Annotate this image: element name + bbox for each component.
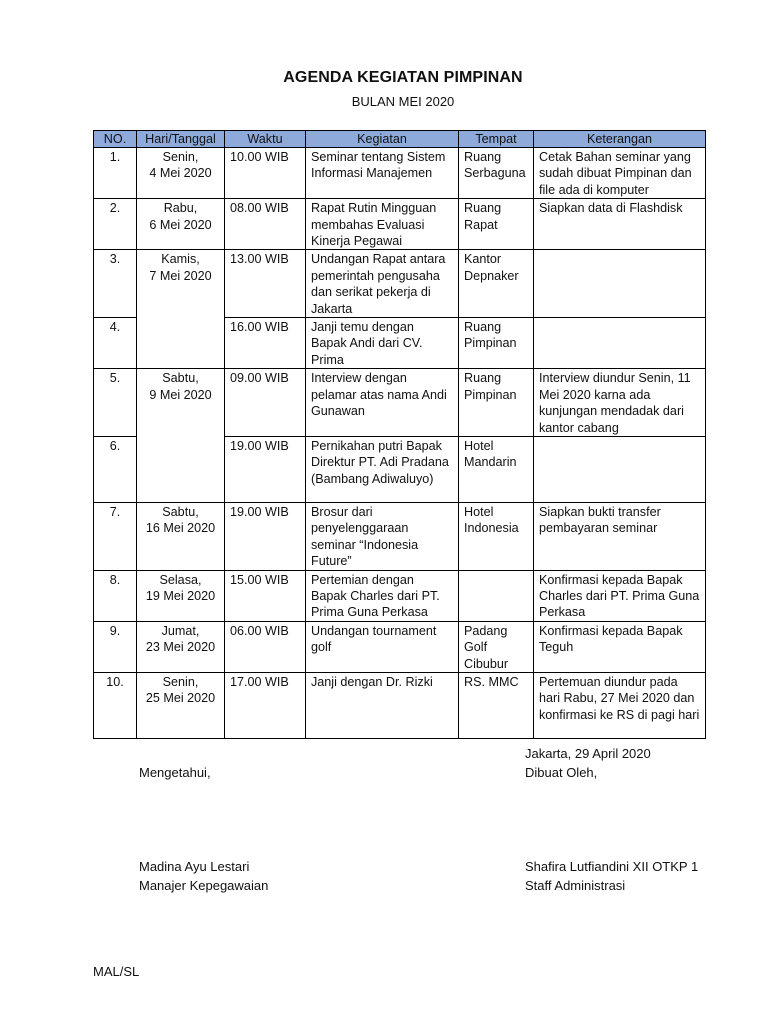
cell-no: 10. [94, 672, 137, 738]
cell-time: 06.00 WIB [225, 621, 306, 672]
cell-date: 23 Mei 2020 [145, 640, 216, 655]
document-subtitle: BULAN MEI 2020 [351, 94, 455, 109]
cell-note: Pertemuan diundur pada hari Rabu, 27 Mei 2020 dan konfirmasi ke RS di pagi hari [534, 672, 706, 738]
cell-place: Hotel Mandarin [459, 436, 534, 502]
cell-time: 15.00 WIB [225, 570, 306, 621]
document-title: AGENDA KEGIATAN PIMPINAN [283, 69, 523, 86]
cell-weekday: Jumat, [161, 623, 200, 638]
cell-note: Cetak Bahan seminar yang sudah dibuat Pimpinan dan file ada di komputer [534, 148, 706, 199]
cell-day [137, 672, 225, 738]
cell-time: 09.00 WIB [225, 369, 306, 437]
cell-place: Hotel Indonesia [459, 502, 534, 570]
column-header-place: Tempat [459, 131, 534, 148]
cell-place: Kantor Depnaker [459, 250, 534, 318]
column-header-day: Hari/Tanggal [137, 131, 225, 148]
cell-weekday: Sabtu, [162, 371, 199, 386]
cell-note [534, 436, 706, 502]
cell-no: 4. [94, 318, 137, 369]
cell-activity: Rapat Rutin Mingguan membahas Evaluasi Kinerja Pegawai [306, 199, 459, 250]
cell-place [459, 570, 534, 621]
cell-day [137, 369, 225, 503]
cell-activity: Pertemian dengan Bapak Charles dari PT. Prima Guna Perkasa [306, 570, 459, 621]
cell-activity: Undangan tournament golf [306, 621, 459, 672]
cell-no: 2. [94, 199, 137, 250]
table-row [94, 621, 706, 672]
cell-note: Interview diundur Senin, 11 Mei 2020 karna ada kunjungan mendadak dari kantor cabang [534, 369, 706, 437]
acknowledged-label: Mengetahui, [139, 765, 211, 780]
acknowledger-name: Madina Ayu Lestari [139, 859, 250, 874]
cell-no: 7. [94, 502, 137, 570]
cell-place: Ruang Serbaguna [459, 148, 534, 199]
cell-time: 17.00 WIB [225, 672, 306, 738]
column-header-time: Waktu [225, 131, 306, 148]
cell-weekday: Rabu, [163, 201, 198, 216]
cell-no: 8. [94, 570, 137, 621]
cell-activity: Seminar tentang Sistem Informasi Manajemen [306, 148, 459, 199]
cell-date: 4 Mei 2020 [149, 166, 212, 181]
cell-time: 13.00 WIB [225, 250, 306, 318]
cell-day [137, 148, 225, 199]
cell-date: 6 Mei 2020 [149, 217, 212, 232]
cell-day [137, 570, 225, 621]
table-row [94, 672, 706, 738]
prepared-by-label: Dibuat Oleh, [525, 765, 598, 780]
cell-note: Siapkan bukti transfer pembayaran seminar [534, 502, 706, 570]
preparer-name: Shafira Lutfiandini XII OTKP 1 [525, 859, 699, 874]
table-header-row [94, 131, 706, 148]
cell-day [137, 199, 225, 250]
cell-note [534, 318, 706, 369]
agenda-table [93, 130, 706, 739]
cell-day [137, 621, 225, 672]
preparer-position: Staff Administrasi [525, 878, 626, 893]
cell-place: Padang Golf Cibubur [459, 621, 534, 672]
reference-code: MAL/SL [93, 964, 140, 979]
cell-time: 16.00 WIB [225, 318, 306, 369]
column-header-no: NO. [94, 131, 137, 148]
cell-time: 10.00 WIB [225, 148, 306, 199]
cell-place: RS. MMC [459, 672, 534, 738]
cell-time: 08.00 WIB [225, 199, 306, 250]
cell-weekday: Kamis, [161, 252, 200, 267]
cell-weekday: Senin, [162, 150, 199, 164]
cell-weekday: Selasa, [159, 572, 202, 587]
table-row [94, 199, 706, 250]
cell-date: 7 Mei 2020 [149, 268, 212, 283]
column-header-activity: Kegiatan [306, 131, 459, 148]
cell-no: 5. [94, 369, 137, 437]
cell-weekday: Sabtu, [162, 504, 199, 519]
column-header-note: Keterangan [534, 131, 706, 148]
cell-day [137, 250, 225, 369]
cell-time: 19.00 WIB [225, 502, 306, 570]
table-row [94, 369, 706, 437]
table-row [94, 570, 706, 621]
cell-date: 25 Mei 2020 [145, 691, 216, 706]
cell-activity: Janji temu dengan Bapak Andi dari CV. Prima [306, 318, 459, 369]
cell-date: 16 Mei 2020 [145, 521, 216, 536]
cell-note [534, 250, 706, 318]
table-row [94, 502, 706, 570]
cell-place: Ruang Pimpinan [459, 369, 534, 437]
table-row [94, 250, 706, 318]
cell-activity: Undangan Rapat antara pemerintah pengusaha dan serikat pekerja di Jakarta [306, 250, 459, 318]
cell-date: 19 Mei 2020 [145, 588, 216, 603]
cell-day [137, 502, 225, 570]
cell-no: 3. [94, 250, 137, 318]
cell-no: 1. [94, 148, 137, 199]
cell-activity: Pernikahan putri Bapak Direktur PT. Adi Pradana (Bambang Adiwaluyo) [306, 436, 459, 502]
cell-note: Konfirmasi kepada Bapak Teguh [534, 621, 706, 672]
cell-place: Ruang Pimpinan [459, 318, 534, 369]
acknowledger-position: Manajer Kepegawaian [139, 878, 269, 893]
cell-no: 9. [94, 621, 137, 672]
cell-activity: Janji dengan Dr. Rizki [306, 672, 459, 738]
table-row [94, 148, 706, 199]
cell-place: Ruang Rapat [459, 199, 534, 250]
cell-weekday: Senin, [162, 674, 199, 689]
place-date: Jakarta, 29 April 2020 [525, 746, 651, 761]
cell-note: Konfirmasi kepada Bapak Charles dari PT. Prima Guna Perkasa [534, 570, 706, 621]
cell-activity: Brosur dari penyelenggaraan seminar “Indonesia Future” [306, 502, 459, 570]
cell-time: 19.00 WIB [225, 436, 306, 502]
cell-no: 6. [94, 436, 137, 502]
cell-note: Siapkan data di Flashdisk [534, 199, 706, 250]
cell-date: 9 Mei 2020 [149, 387, 212, 402]
cell-activity: Interview dengan pelamar atas nama Andi Gunawan [306, 369, 459, 437]
